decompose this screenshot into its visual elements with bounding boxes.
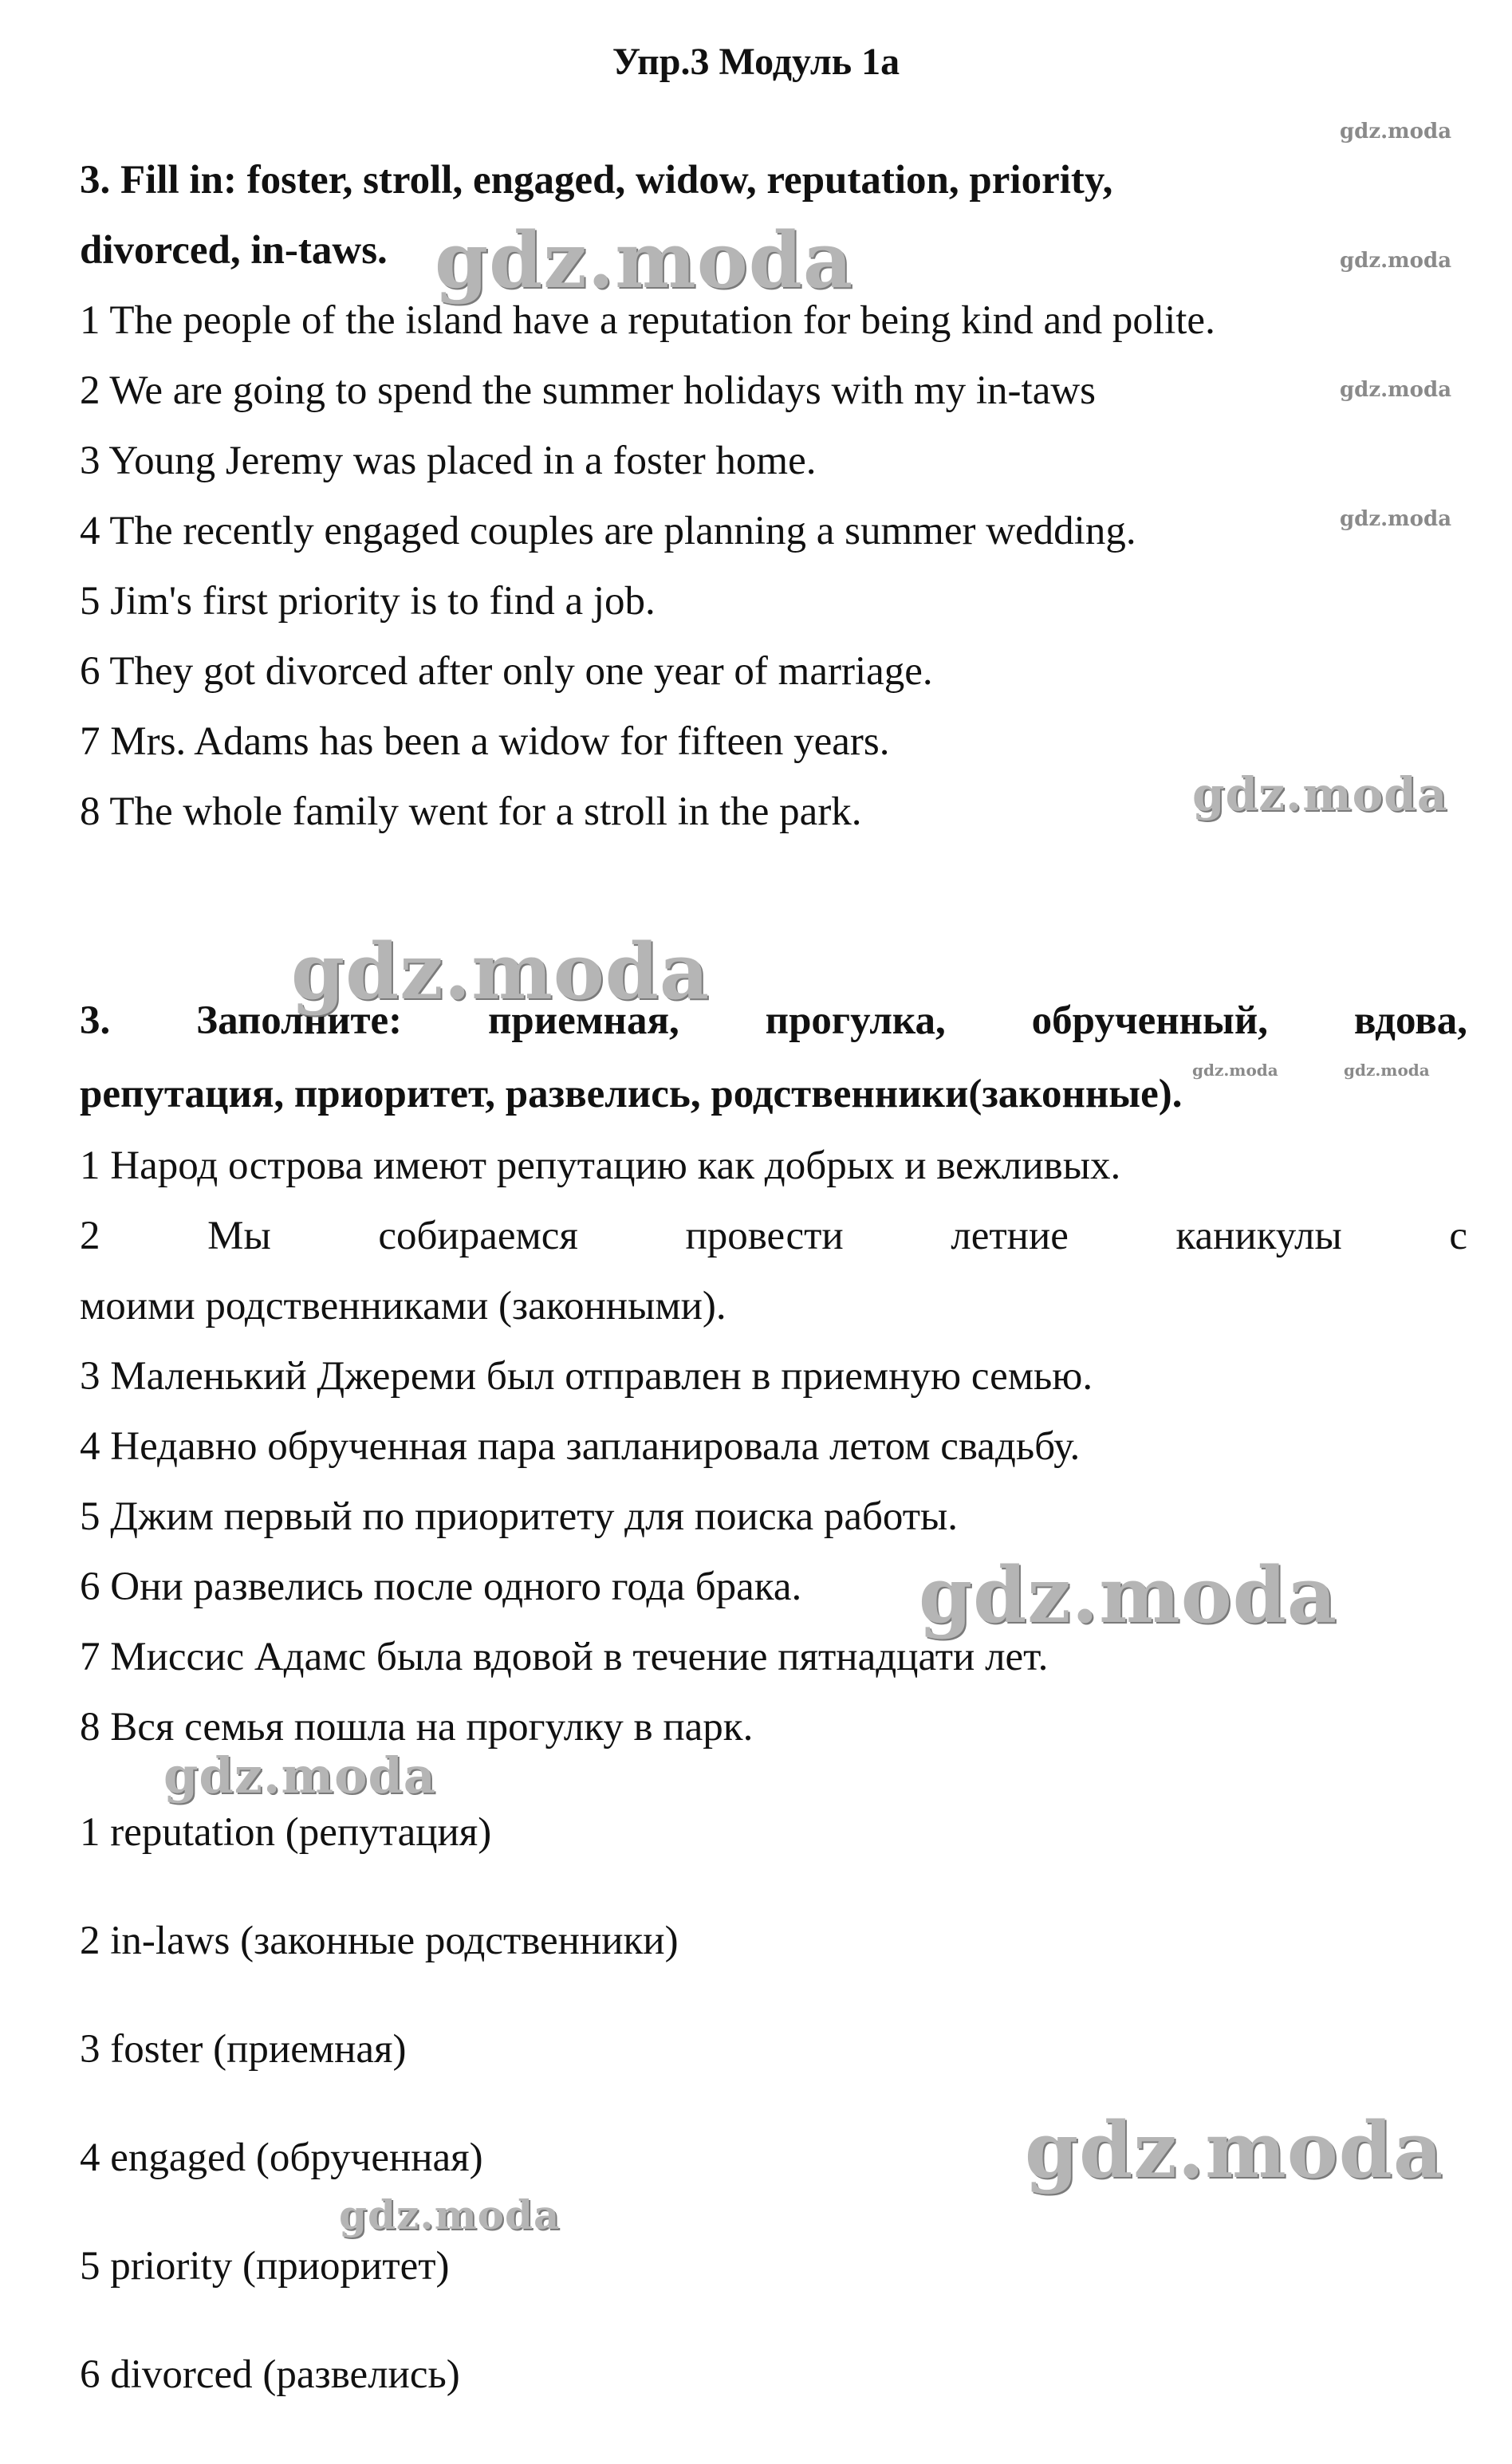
russian-sentence: 3 Маленький Джереми был отправлен в приемную семью. [80, 1354, 1093, 1399]
english-sentence: 2 We are going to spend the summer holidays with my in-taws [80, 368, 1097, 413]
watermark-logo: gdz.moda [1025, 2105, 1444, 2195]
russian-sentence: 6 Они развелись после одного года брака. [80, 1565, 802, 1609]
watermark-logo: gdz.moda [163, 1746, 436, 1805]
watermark-logo: gdz.moda [1192, 767, 1448, 821]
watermark-logo: gdz.moda [1340, 249, 1452, 273]
answer-item: 2 in-laws (законные родственники) [80, 1919, 679, 1963]
answer-item: 4 engaged (обрученная) [80, 2135, 483, 2180]
watermark-logo: gdz.moda [1340, 507, 1452, 531]
russian-sentence: 5 Джим первый по приоритету для поиска работы. [80, 1494, 959, 1539]
watermark-logo: gdz.moda [1344, 1061, 1430, 1080]
english-sentence: 4 The recently engaged couples are planning a summer wedding. [80, 509, 1136, 553]
russian-sentence: 8 Вся семья пошла на прогулку в парк. [80, 1705, 754, 1750]
watermark-logo: gdz.moda [435, 215, 854, 305]
watermark-logo: gdz.moda [291, 927, 711, 1017]
page-title: Упр.3 Модуль 1а [612, 41, 900, 83]
russian-sentence: 7 Миссис Адамс была вдовой в течение пятнадцати лет. [80, 1635, 1049, 1679]
english-sentence: 8 The whole family went for a stroll in the park. [80, 789, 862, 834]
watermark-logo: gdz.moda [1340, 120, 1452, 144]
watermark-logo: gdz.moda [919, 1550, 1338, 1640]
russian-sentence: моими родственниками (законными). [80, 1284, 726, 1328]
english-sentence: 6 They got divorced after only one year of marriage. [80, 649, 933, 694]
english-heading-line2: divorced, in-taws. [80, 228, 388, 273]
russian-sentence: 1 Народ острова имеют репутацию как добрых и вежливых. [80, 1143, 1121, 1188]
answer-item: 1 reputation (репутация) [80, 1810, 492, 1855]
english-heading-line1: 3. Fill in: foster, stroll, engaged, widow, reputation, priority, [80, 158, 1113, 203]
russian-heading-line1: 3. Заполните: приемная, прогулка, обрученный, вдова, [80, 998, 1467, 1043]
russian-sentence: 2 Мы собираемся провести летние каникулы с [80, 1214, 1467, 1258]
english-sentence: 7 Mrs. Adams has been a widow for fifteen years. [80, 719, 890, 764]
answer-item: 5 priority (приоритет) [80, 2244, 450, 2289]
english-sentence: 3 Young Jeremy was placed in a foster home. [80, 439, 817, 483]
english-sentence: 1 The people of the island have a reputation for being kind and polite. [80, 298, 1215, 343]
answer-item: 6 divorced (развелись) [80, 2352, 460, 2397]
english-sentence: 5 Jim's first priority is to find a job. [80, 579, 656, 624]
russian-heading-line2: репутация, приоритет, развелись, родственники(законные). [80, 1072, 1183, 1116]
watermark-logo: gdz.moda [1192, 1061, 1278, 1080]
watermark-logo: gdz.moda [339, 2191, 561, 2238]
russian-sentence: 4 Недавно обрученная пара запланировала летом свадьбу. [80, 1424, 1081, 1469]
watermark-logo: gdz.moda [1340, 378, 1452, 402]
answer-item: 3 foster (приемная) [80, 2027, 407, 2072]
